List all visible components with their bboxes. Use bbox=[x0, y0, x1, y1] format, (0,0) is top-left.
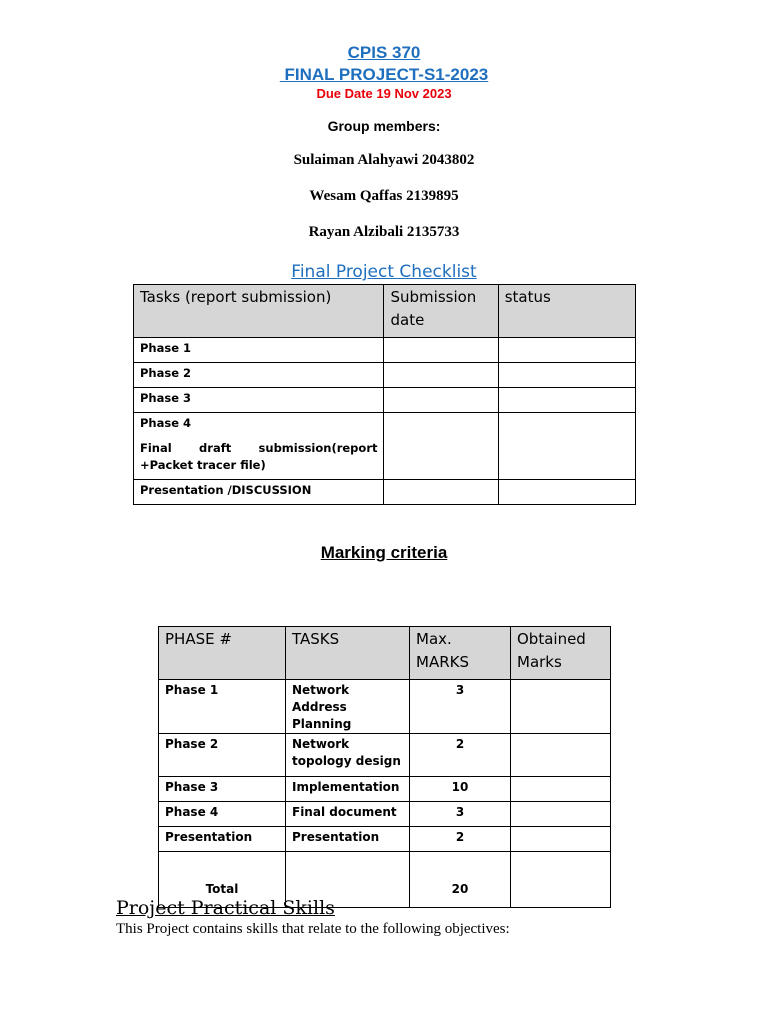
date-cell bbox=[384, 413, 498, 480]
phase-cell: Phase 1 bbox=[159, 680, 286, 734]
phase-cell: Phase 4 bbox=[159, 802, 286, 827]
group-member: Sulaiman Alahyawi 2043802 bbox=[293, 152, 475, 168]
group-members-label: Group members: bbox=[327, 118, 441, 134]
group-member: Rayan Alzibali 2135733 bbox=[308, 224, 460, 240]
task-cell: Presentation /DISCUSSION bbox=[134, 480, 384, 505]
project-title: FINAL PROJECT-S1-2023 bbox=[279, 65, 489, 84]
checklist-title: Final Project Checklist bbox=[291, 262, 477, 282]
task-detail: Final draft submission(report +Packet tracer file) bbox=[140, 441, 378, 472]
table-row bbox=[159, 777, 611, 802]
task-cell: Network topology design bbox=[286, 734, 410, 777]
column-header: PHASE # bbox=[159, 627, 286, 680]
obtained-marks-cell bbox=[511, 734, 611, 777]
status-cell bbox=[498, 480, 635, 505]
skills-heading: Project Practical Skills bbox=[116, 897, 335, 919]
table-row bbox=[159, 734, 611, 777]
date-cell bbox=[384, 338, 498, 363]
task-cell: Final document bbox=[286, 802, 410, 827]
marking-table bbox=[158, 626, 611, 908]
table-row bbox=[159, 680, 611, 734]
date-cell bbox=[384, 363, 498, 388]
column-header: TASKS bbox=[286, 627, 410, 680]
table-header-row bbox=[134, 285, 636, 338]
table-row bbox=[159, 827, 611, 852]
max-marks-cell: 10 bbox=[410, 777, 511, 802]
obtained-marks-cell bbox=[511, 827, 611, 852]
max-marks-cell: 2 bbox=[410, 734, 511, 777]
skills-intro-text: This Project contains skills that relate to the following objectives: bbox=[116, 921, 510, 937]
phase-cell: Presentation bbox=[159, 827, 286, 852]
table-header-row bbox=[159, 627, 611, 680]
task-phase-label: Phase 4 bbox=[140, 416, 192, 430]
total-label: Total bbox=[159, 852, 286, 908]
task-cell: Phase 2 bbox=[134, 363, 384, 388]
task-cell: Implementation bbox=[286, 777, 410, 802]
marking-criteria-title: Marking criteria bbox=[320, 543, 448, 562]
column-header: status bbox=[498, 285, 635, 338]
table-row bbox=[134, 363, 636, 388]
obtained-marks-cell bbox=[511, 802, 611, 827]
task-cell: Phase 3 bbox=[134, 388, 384, 413]
column-header: Max. MARKS bbox=[410, 627, 511, 680]
phase-cell: Phase 3 bbox=[159, 777, 286, 802]
status-cell bbox=[498, 388, 635, 413]
status-cell bbox=[498, 338, 635, 363]
max-marks-cell: 3 bbox=[410, 680, 511, 734]
obtained-marks-cell bbox=[511, 680, 611, 734]
status-cell bbox=[498, 363, 635, 388]
date-cell bbox=[384, 388, 498, 413]
course-code: CPIS 370 bbox=[347, 43, 421, 62]
due-date: Due Date 19 Nov 2023 bbox=[316, 86, 452, 101]
table-row bbox=[134, 480, 636, 505]
table-row bbox=[134, 388, 636, 413]
column-header: Tasks (report submission) bbox=[134, 285, 384, 338]
max-marks-cell: 2 bbox=[410, 827, 511, 852]
task-cell: Phase 1 bbox=[134, 338, 384, 363]
date-cell bbox=[384, 480, 498, 505]
table-row bbox=[134, 413, 636, 480]
checklist-table bbox=[133, 284, 636, 505]
table-row bbox=[159, 802, 611, 827]
total-obtained-cell bbox=[511, 852, 611, 908]
task-cell: Presentation bbox=[286, 827, 410, 852]
group-member: Wesam Qaffas 2139895 bbox=[309, 188, 459, 204]
task-cell: Network Address Planning bbox=[286, 680, 410, 734]
task-cell bbox=[134, 413, 384, 480]
total-value: 20 bbox=[410, 852, 511, 908]
phase-cell: Phase 2 bbox=[159, 734, 286, 777]
table-row bbox=[134, 338, 636, 363]
column-header: Obtained Marks bbox=[511, 627, 611, 680]
obtained-marks-cell bbox=[511, 777, 611, 802]
status-cell bbox=[498, 413, 635, 480]
column-header: Submission date bbox=[384, 285, 498, 338]
max-marks-cell: 3 bbox=[410, 802, 511, 827]
